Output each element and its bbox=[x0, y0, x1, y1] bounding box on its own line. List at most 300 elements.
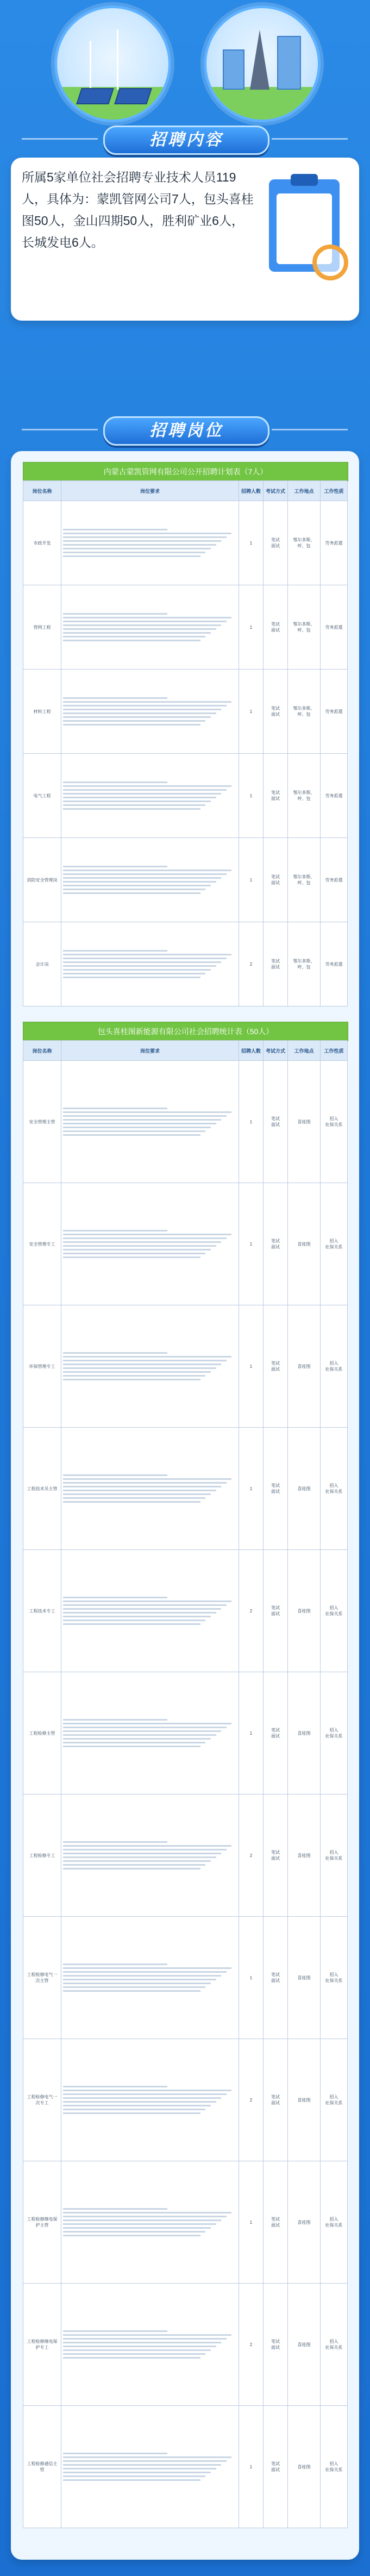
job-count-cell: 2 bbox=[239, 2039, 264, 2161]
requirement-text-line bbox=[63, 1856, 216, 1858]
job-count-cell: 1 bbox=[239, 1305, 264, 1428]
requirement-text-line bbox=[63, 1486, 221, 1487]
job-exam-cell: 笔试 面试 bbox=[264, 1795, 288, 1917]
hero-illustration bbox=[0, 0, 370, 125]
table-header-cell: 考试方式 bbox=[264, 481, 288, 501]
requirement-text-line bbox=[63, 2109, 205, 2110]
job-name-cell: 管网工程 bbox=[23, 585, 61, 670]
job-exam-cell: 笔试 面试 bbox=[264, 585, 288, 670]
requirement-text-line bbox=[63, 881, 216, 883]
requirement-text-line bbox=[63, 2208, 167, 2210]
job-location-cell: 喜桂图 bbox=[288, 2284, 321, 2406]
table-header-cell: 岗位名称 bbox=[23, 1041, 61, 1061]
job-nature-cell: 招入 社保关系 bbox=[321, 2284, 348, 2406]
table-row bbox=[23, 501, 348, 585]
job-exam-cell: 笔试 面试 bbox=[264, 1428, 288, 1550]
requirement-text-line bbox=[63, 793, 221, 795]
job-name-cell: 工程检修通信主管 bbox=[23, 2406, 61, 2528]
job-nature-cell: 劳务派遣 bbox=[321, 922, 348, 1006]
requirement-text-line bbox=[63, 709, 221, 710]
requirement-text-line bbox=[63, 621, 227, 622]
section-title-jobs bbox=[0, 413, 370, 446]
job-nature-cell: 劳务派遣 bbox=[321, 670, 348, 754]
requirement-text-line bbox=[63, 2223, 216, 2225]
table-header-cell: 工作地点 bbox=[288, 481, 321, 501]
requirement-text-line bbox=[63, 1612, 216, 1614]
requirement-text-line bbox=[63, 2097, 221, 2099]
requirement-text-line bbox=[63, 1604, 227, 1606]
job-requirements-cell bbox=[61, 1061, 239, 1183]
requirement-text-line bbox=[63, 1868, 200, 1870]
requirement-text-line bbox=[63, 1979, 216, 1980]
table-header-cell: 考试方式 bbox=[264, 1041, 288, 1061]
requirement-text-line bbox=[63, 2460, 227, 2462]
job-count-cell: 2 bbox=[239, 1550, 264, 1672]
job-exam-cell: 笔试 面试 bbox=[264, 1183, 288, 1305]
requirement-text-line bbox=[63, 2090, 231, 2091]
table-header-cell: 工作性质 bbox=[321, 1041, 348, 1061]
requirement-text-line bbox=[63, 2212, 231, 2214]
job-requirements-cell bbox=[61, 1550, 239, 1672]
job-name-cell: 电气工程 bbox=[23, 754, 61, 838]
requirement-text-line bbox=[63, 1352, 167, 1354]
table-header-cell: 工作性质 bbox=[321, 481, 348, 501]
requirement-text-line bbox=[63, 1723, 231, 1724]
requirement-text-line bbox=[63, 628, 216, 630]
requirement-text-line bbox=[63, 1256, 200, 1258]
requirement-text-line bbox=[63, 892, 200, 894]
requirement-text-line bbox=[63, 1620, 205, 1621]
job-nature-cell: 招入 社保关系 bbox=[321, 2406, 348, 2528]
requirement-text-line bbox=[63, 2346, 216, 2347]
job-nature-cell: 招入 社保关系 bbox=[321, 1305, 348, 1428]
section-title-intro bbox=[0, 122, 370, 155]
job-exam-cell: 笔试 面试 bbox=[264, 1550, 288, 1672]
job-name-cell: 材料工程 bbox=[23, 670, 61, 754]
requirement-text-line bbox=[63, 632, 211, 634]
requirement-text-line bbox=[63, 965, 216, 967]
requirement-text-line bbox=[63, 2231, 205, 2233]
job-location-cell: 喜桂图 bbox=[288, 1305, 321, 1428]
job-location-cell: 喜桂图 bbox=[288, 1183, 321, 1305]
requirement-text-line bbox=[63, 969, 211, 971]
job-location-cell: 鄂尔多斯、呼、包 bbox=[288, 670, 321, 754]
city-grid-illustration bbox=[204, 5, 321, 122]
requirement-text-line bbox=[63, 1130, 205, 1132]
requirement-text-line bbox=[63, 2468, 216, 2469]
requirement-text-line bbox=[63, 2338, 227, 2340]
requirement-text-line bbox=[63, 1249, 211, 1251]
job-location-cell: 喜桂图 bbox=[288, 1550, 321, 1672]
job-nature-cell: 招入 社保关系 bbox=[321, 1183, 348, 1305]
job-requirements-cell bbox=[61, 501, 239, 585]
requirement-text-line bbox=[63, 1623, 200, 1625]
jobs-card bbox=[11, 451, 359, 2560]
table-row bbox=[23, 1550, 348, 1672]
requirement-text-line bbox=[63, 716, 211, 718]
requirement-text-line bbox=[63, 1845, 231, 1847]
wind-turbine-icon bbox=[117, 30, 118, 90]
job-count-cell: 1 bbox=[239, 670, 264, 754]
requirement-text-line bbox=[63, 1864, 205, 1866]
job-exam-cell: 笔试 面试 bbox=[264, 922, 288, 1006]
job-name-cell: 工程技术员主管 bbox=[23, 1428, 61, 1550]
job-nature-cell: 招入 社保关系 bbox=[321, 2161, 348, 2284]
requirement-text-line bbox=[63, 2472, 211, 2473]
requirement-text-line bbox=[63, 950, 167, 952]
job-name-cell: 工程检修电气一次主管 bbox=[23, 1917, 61, 2039]
job-location-cell: 鄂尔多斯、呼、包 bbox=[288, 838, 321, 922]
requirement-text-line bbox=[63, 2235, 200, 2236]
table-row bbox=[23, 1795, 348, 1917]
requirement-text-line bbox=[63, 1975, 221, 1977]
requirement-text-line bbox=[63, 1119, 221, 1121]
requirement-text-line bbox=[63, 2086, 167, 2087]
job-name-cell: 消防安全管理岗 bbox=[23, 838, 61, 922]
job-location-cell: 喜桂图 bbox=[288, 1428, 321, 1550]
requirement-text-line bbox=[63, 973, 205, 974]
requirement-text-line bbox=[63, 712, 216, 714]
job-count-cell: 1 bbox=[239, 2406, 264, 2528]
requirement-text-line bbox=[63, 781, 167, 783]
requirement-text-line bbox=[63, 1742, 205, 1743]
requirement-text-line bbox=[63, 1841, 167, 1843]
requirement-text-line bbox=[63, 617, 231, 618]
table-header-cell: 工作地点 bbox=[288, 1041, 321, 1061]
requirement-text-line bbox=[63, 552, 205, 553]
requirement-text-line bbox=[63, 2353, 205, 2355]
requirement-text-line bbox=[63, 548, 211, 549]
requirement-text-line bbox=[63, 1245, 216, 1247]
job-name-cell: 工程技术专工 bbox=[23, 1550, 61, 1672]
requirement-text-line bbox=[63, 1478, 231, 1480]
requirement-text-line bbox=[63, 2479, 200, 2481]
table-row bbox=[23, 1917, 348, 2039]
requirement-text-line bbox=[63, 1600, 231, 1602]
job-requirements-cell bbox=[61, 2161, 239, 2284]
job-count-cell: 1 bbox=[239, 1061, 264, 1183]
company-1-title: 内蒙古蒙凯管网有限公司公开招聘计划表（7人） bbox=[23, 462, 348, 482]
job-name-cell: 工程检修继电保护主管 bbox=[23, 2161, 61, 2284]
job-requirements-cell bbox=[61, 585, 239, 670]
requirement-text-line bbox=[63, 1379, 200, 1380]
building-icon bbox=[223, 49, 244, 90]
intro-text: 所属5家单位社会招聘专业技术人员119人，具体为：蒙凯管网公司7人，包头喜桂图50人，金山四期50人，胜利矿业6人，长城发电6人。 bbox=[22, 170, 254, 249]
table-row bbox=[23, 2284, 348, 2406]
job-requirements-cell bbox=[61, 754, 239, 838]
requirement-text-line bbox=[63, 1719, 167, 1721]
job-requirements-cell bbox=[61, 1305, 239, 1428]
job-requirements-cell bbox=[61, 922, 239, 1006]
requirement-text-line bbox=[63, 1734, 216, 1736]
job-name-cell: 会计岗 bbox=[23, 922, 61, 1006]
job-nature-cell: 招入 社保关系 bbox=[321, 1672, 348, 1795]
requirement-text-line bbox=[63, 720, 205, 722]
job-count-cell: 2 bbox=[239, 2284, 264, 2406]
requirement-text-line bbox=[63, 536, 227, 538]
table-row bbox=[23, 2039, 348, 2161]
job-name-cell: 安全管理专工 bbox=[23, 1183, 61, 1305]
job-nature-cell: 劳务派遣 bbox=[321, 754, 348, 838]
requirement-text-line bbox=[63, 2093, 227, 2095]
job-count-cell: 1 bbox=[239, 501, 264, 585]
requirement-text-line bbox=[63, 1356, 231, 1358]
job-requirements-cell bbox=[61, 1428, 239, 1550]
requirement-text-line bbox=[63, 1597, 167, 1598]
requirement-text-line bbox=[63, 889, 205, 890]
job-location-cell: 鄂尔多斯、呼、包 bbox=[288, 754, 321, 838]
table-row bbox=[23, 1061, 348, 1183]
requirement-text-line bbox=[63, 1253, 205, 1254]
table-header-cell: 岗位要求 bbox=[61, 1041, 239, 1061]
job-exam-cell: 笔试 面试 bbox=[264, 2161, 288, 2284]
job-count-cell: 1 bbox=[239, 1672, 264, 1795]
requirement-text-line bbox=[63, 701, 231, 703]
requirement-text-line bbox=[63, 1108, 167, 1109]
table-header-row bbox=[23, 481, 348, 501]
job-nature-cell: 招入 社保关系 bbox=[321, 1061, 348, 1183]
job-location-cell: 鄂尔多斯、呼、包 bbox=[288, 501, 321, 585]
job-requirements-cell bbox=[61, 838, 239, 922]
requirement-text-line bbox=[63, 1115, 227, 1117]
requirement-text-line bbox=[63, 1134, 200, 1136]
requirement-text-line bbox=[63, 2334, 231, 2336]
renewable-energy-illustration bbox=[54, 5, 171, 122]
job-nature-cell: 招入 社保关系 bbox=[321, 1795, 348, 1917]
table-row bbox=[23, 2161, 348, 2284]
job-count-cell: 2 bbox=[239, 922, 264, 1006]
company-2-title: 包头喜桂图新能源有限公司社会招聘统计表（50人） bbox=[23, 1022, 348, 1041]
requirement-text-line bbox=[63, 958, 227, 959]
job-location-cell: 鄂尔多斯、呼、包 bbox=[288, 922, 321, 1006]
requirement-text-line bbox=[63, 801, 211, 802]
requirement-text-line bbox=[63, 544, 216, 546]
requirement-text-line bbox=[63, 954, 231, 955]
job-location-cell: 喜桂图 bbox=[288, 1061, 321, 1183]
job-location-cell: 鄂尔多斯、呼、包 bbox=[288, 585, 321, 670]
requirement-text-line bbox=[63, 533, 231, 534]
requirement-text-line bbox=[63, 877, 221, 879]
table-row bbox=[23, 1428, 348, 1550]
requirement-text-line bbox=[63, 1853, 221, 1854]
job-count-cell: 1 bbox=[239, 1183, 264, 1305]
requirement-text-line bbox=[63, 873, 227, 875]
requirement-text-line bbox=[63, 2464, 221, 2466]
table-header-cell: 岗位要求 bbox=[61, 481, 239, 501]
requirement-text-line bbox=[63, 705, 227, 706]
section-title-text: 招聘岗位 bbox=[103, 416, 269, 446]
requirement-text-line bbox=[63, 2357, 200, 2359]
table-row bbox=[23, 2406, 348, 2528]
job-nature-cell: 劳务派遣 bbox=[321, 501, 348, 585]
requirement-text-line bbox=[63, 2456, 231, 2458]
requirement-text-line bbox=[63, 529, 167, 530]
requirement-text-line bbox=[63, 804, 205, 806]
requirement-text-line bbox=[63, 808, 200, 810]
requirement-text-line bbox=[63, 2112, 200, 2114]
requirement-text-line bbox=[63, 1967, 231, 1969]
requirement-text-line bbox=[63, 797, 216, 798]
requirement-text-line bbox=[63, 1746, 200, 1747]
job-requirements-cell bbox=[61, 1795, 239, 1917]
table-row bbox=[23, 1183, 348, 1305]
table-row bbox=[23, 1305, 348, 1428]
job-exam-cell: 笔试 面试 bbox=[264, 501, 288, 585]
requirement-text-line bbox=[63, 1241, 221, 1243]
requirement-text-line bbox=[63, 1497, 205, 1499]
intro-card bbox=[11, 158, 359, 321]
requirement-text-line bbox=[63, 789, 227, 791]
requirement-text-line bbox=[63, 1230, 167, 1231]
requirement-text-line bbox=[63, 1990, 200, 1992]
requirement-text-line bbox=[63, 2475, 205, 2477]
job-count-cell: 1 bbox=[239, 754, 264, 838]
requirement-text-line bbox=[63, 961, 221, 963]
requirement-text-line bbox=[63, 870, 231, 871]
requirement-text-line bbox=[63, 1986, 205, 1988]
requirement-text-line bbox=[63, 555, 200, 557]
job-location-cell: 喜桂图 bbox=[288, 2039, 321, 2161]
job-location-cell: 喜桂图 bbox=[288, 2161, 321, 2284]
requirement-text-line bbox=[63, 2105, 211, 2106]
wind-turbine-icon bbox=[90, 41, 91, 90]
requirement-text-line bbox=[63, 1237, 227, 1239]
job-name-cell: 工程检修专工 bbox=[23, 1795, 61, 1917]
job-exam-cell: 笔试 面试 bbox=[264, 754, 288, 838]
job-nature-cell: 招入 社保关系 bbox=[321, 1550, 348, 1672]
requirement-text-line bbox=[63, 540, 221, 542]
requirement-text-line bbox=[63, 1608, 221, 1610]
job-exam-cell: 笔试 面试 bbox=[264, 2284, 288, 2406]
job-requirements-cell bbox=[61, 670, 239, 754]
job-exam-cell: 笔试 面试 bbox=[264, 1672, 288, 1795]
requirement-text-line bbox=[63, 1493, 211, 1495]
job-requirements-cell bbox=[61, 2039, 239, 2161]
job-exam-cell: 笔试 面试 bbox=[264, 1061, 288, 1183]
job-exam-cell: 笔试 面试 bbox=[264, 2039, 288, 2161]
table-header-row bbox=[23, 1041, 348, 1061]
job-requirements-cell bbox=[61, 1183, 239, 1305]
requirement-text-line bbox=[63, 697, 167, 699]
job-exam-cell: 笔试 面试 bbox=[264, 838, 288, 922]
requirement-text-line bbox=[63, 1730, 221, 1732]
requirement-text-line bbox=[63, 1490, 216, 1491]
requirement-text-line bbox=[63, 1371, 211, 1373]
requirement-text-line bbox=[63, 636, 205, 637]
solar-panel-icon bbox=[114, 88, 152, 104]
job-location-cell: 喜桂图 bbox=[288, 1672, 321, 1795]
magnifier-icon bbox=[312, 245, 348, 280]
section-title-text: 招聘内容 bbox=[103, 126, 269, 155]
job-count-cell: 1 bbox=[239, 838, 264, 922]
requirement-text-line bbox=[63, 2330, 167, 2332]
table-header-cell: 招聘人数 bbox=[239, 1041, 264, 1061]
requirement-text-line bbox=[63, 1738, 211, 1740]
requirement-text-line bbox=[63, 724, 200, 726]
table-row bbox=[23, 1672, 348, 1795]
requirement-text-line bbox=[63, 1983, 211, 1984]
table-row bbox=[23, 838, 348, 922]
requirement-text-line bbox=[63, 1360, 227, 1361]
job-name-cell: 工程检修继电保护专工 bbox=[23, 2284, 61, 2406]
requirement-text-line bbox=[63, 1849, 227, 1850]
requirement-text-line bbox=[63, 2349, 211, 2351]
requirement-text-line bbox=[63, 2227, 211, 2229]
requirement-text-line bbox=[63, 977, 200, 978]
requirement-text-line bbox=[63, 624, 221, 626]
job-nature-cell: 劳务派遣 bbox=[321, 585, 348, 670]
requirement-text-line bbox=[63, 1727, 227, 1728]
requirement-text-line bbox=[63, 1971, 227, 1973]
requirement-text-line bbox=[63, 866, 167, 867]
job-location-cell: 喜桂图 bbox=[288, 2406, 321, 2528]
table-header-cell: 岗位名称 bbox=[23, 481, 61, 501]
job-count-cell: 1 bbox=[239, 1917, 264, 2039]
job-count-cell: 1 bbox=[239, 2161, 264, 2284]
job-exam-cell: 笔试 面试 bbox=[264, 1917, 288, 2039]
requirement-text-line bbox=[63, 2453, 167, 2454]
table-row bbox=[23, 754, 348, 838]
requirement-text-line bbox=[63, 1482, 227, 1484]
requirement-text-line bbox=[63, 2101, 216, 2103]
job-name-cell: 安全管理主管 bbox=[23, 1061, 61, 1183]
requirement-text-line bbox=[63, 1616, 211, 1617]
requirement-text-line bbox=[63, 2216, 227, 2217]
company-1-table bbox=[23, 480, 348, 1006]
table-row bbox=[23, 585, 348, 670]
requirement-text-line bbox=[63, 2342, 221, 2343]
job-exam-cell: 笔试 面试 bbox=[264, 2406, 288, 2528]
job-count-cell: 1 bbox=[239, 1428, 264, 1550]
job-name-cell: 工程检修电气一次专工 bbox=[23, 2039, 61, 2161]
job-location-cell: 喜桂图 bbox=[288, 1917, 321, 2039]
requirement-text-line bbox=[63, 613, 167, 615]
requirement-text-line bbox=[63, 1474, 167, 1476]
job-requirements-cell bbox=[61, 1917, 239, 2039]
job-exam-cell: 笔试 面试 bbox=[264, 670, 288, 754]
job-requirements-cell bbox=[61, 1672, 239, 1795]
solar-panel-icon bbox=[76, 88, 114, 104]
requirement-text-line bbox=[63, 1860, 211, 1862]
requirement-text-line bbox=[63, 1375, 205, 1377]
job-name-cell: 环保管理专工 bbox=[23, 1305, 61, 1428]
power-pylon-icon bbox=[250, 30, 269, 90]
requirement-text-line bbox=[63, 640, 200, 641]
table-row bbox=[23, 922, 348, 1006]
requirement-text-line bbox=[63, 1367, 216, 1369]
job-name-cell: 工程检修主管 bbox=[23, 1672, 61, 1795]
job-requirements-cell bbox=[61, 2406, 239, 2528]
job-nature-cell: 招入 社保关系 bbox=[321, 1428, 348, 1550]
requirement-text-line bbox=[63, 1501, 200, 1503]
requirement-text-line bbox=[63, 2219, 221, 2221]
table-header-cell: 招聘人数 bbox=[239, 481, 264, 501]
requirement-text-line bbox=[63, 885, 211, 886]
job-exam-cell: 笔试 面试 bbox=[264, 1305, 288, 1428]
job-nature-cell: 招入 社保关系 bbox=[321, 2039, 348, 2161]
job-requirements-cell bbox=[61, 2284, 239, 2406]
job-name-cell: 市政开发 bbox=[23, 501, 61, 585]
requirement-text-line bbox=[63, 1364, 221, 1365]
table-row bbox=[23, 670, 348, 754]
requirement-text-line bbox=[63, 1111, 231, 1113]
job-count-cell: 2 bbox=[239, 1795, 264, 1917]
requirement-text-line bbox=[63, 1123, 216, 1124]
job-nature-cell: 招入 社保关系 bbox=[321, 1917, 348, 2039]
job-count-cell: 1 bbox=[239, 585, 264, 670]
building-icon bbox=[277, 36, 301, 90]
company-2-table bbox=[23, 1040, 348, 2528]
